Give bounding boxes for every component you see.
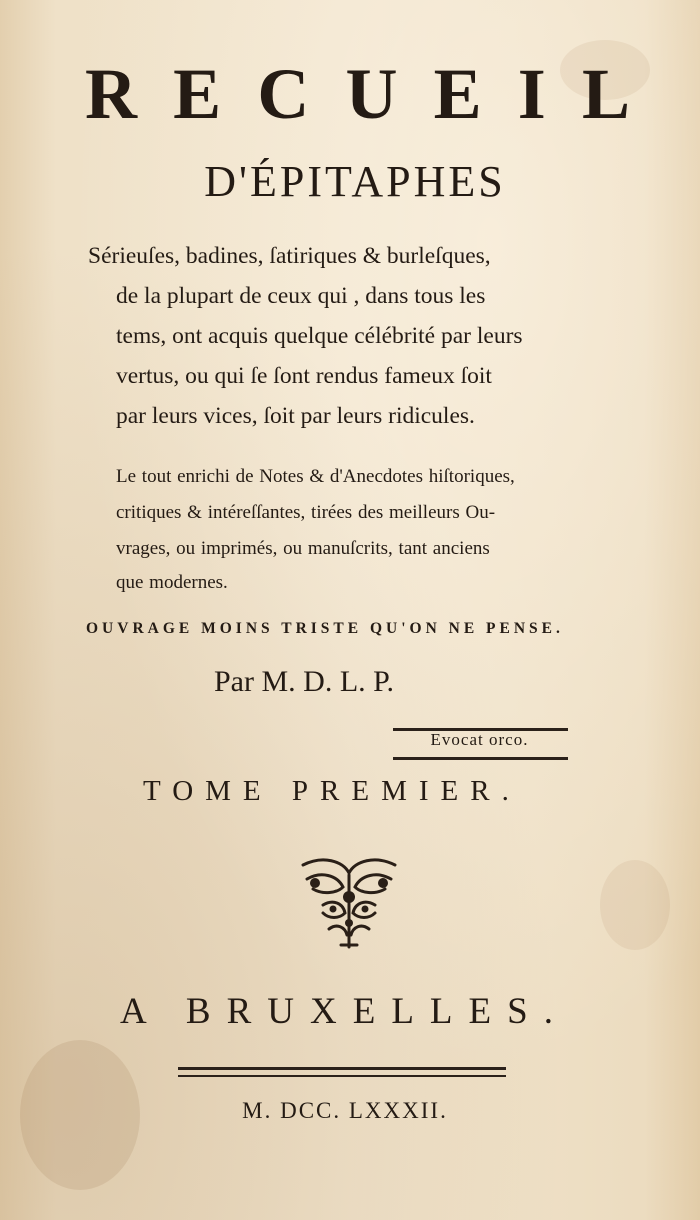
imprint-rule-top [178, 1067, 506, 1070]
title-letter: C [257, 54, 310, 134]
title-letter: R [85, 54, 137, 134]
paper-stain [600, 860, 670, 950]
book-title [85, 54, 630, 134]
description-line: Sérieuſes, badines, ſatiriques & burleſques, [88, 243, 491, 269]
tagline: OUVRAGE MOINS TRISTE QU'ON NE PENSE. [86, 620, 564, 637]
title-letter: E [173, 54, 222, 134]
description-line: par leurs vices, ſoit par leurs ridicules. [116, 403, 475, 429]
title-letter: L [581, 54, 630, 134]
paper-stain [20, 1040, 140, 1190]
description-line: vertus, ou qui ſe ſont rendus fameux ſoit [116, 363, 492, 389]
publication-year: M. DCC. LXXXII. [242, 1098, 448, 1123]
description-line: de la plupart de ceux qui , dans tous les [116, 283, 486, 309]
publication-place: A BRUXELLES. [120, 991, 569, 1032]
description-line: tems, ont acquis quelque célébrité par leurs [116, 323, 523, 349]
printers-ornament [293, 853, 405, 953]
imprint-rule-bottom [178, 1075, 506, 1077]
title-letter: E [433, 54, 482, 134]
notes-line: vrages, ou imprimés, ou manuſcrits, tant anciens [116, 538, 490, 559]
notes-line: que modernes. [116, 572, 228, 593]
motto: Evocat orco. [430, 730, 529, 749]
motto-rule-bottom [393, 757, 568, 760]
author-line: Par M. D. L. P. [214, 665, 395, 698]
notes-line: critiques & intéreſſantes, tirées des meilleurs Ou- [116, 502, 496, 523]
volume-label: TOME PREMIER. [143, 775, 521, 807]
title-letter: I [517, 54, 546, 134]
notes-line: Le tout enrichi de Notes & d'Anecdotes hiſtoriques, [116, 466, 515, 487]
title-letter: U [345, 54, 398, 134]
book-subtitle: D'ÉPITAPHES [204, 157, 506, 206]
